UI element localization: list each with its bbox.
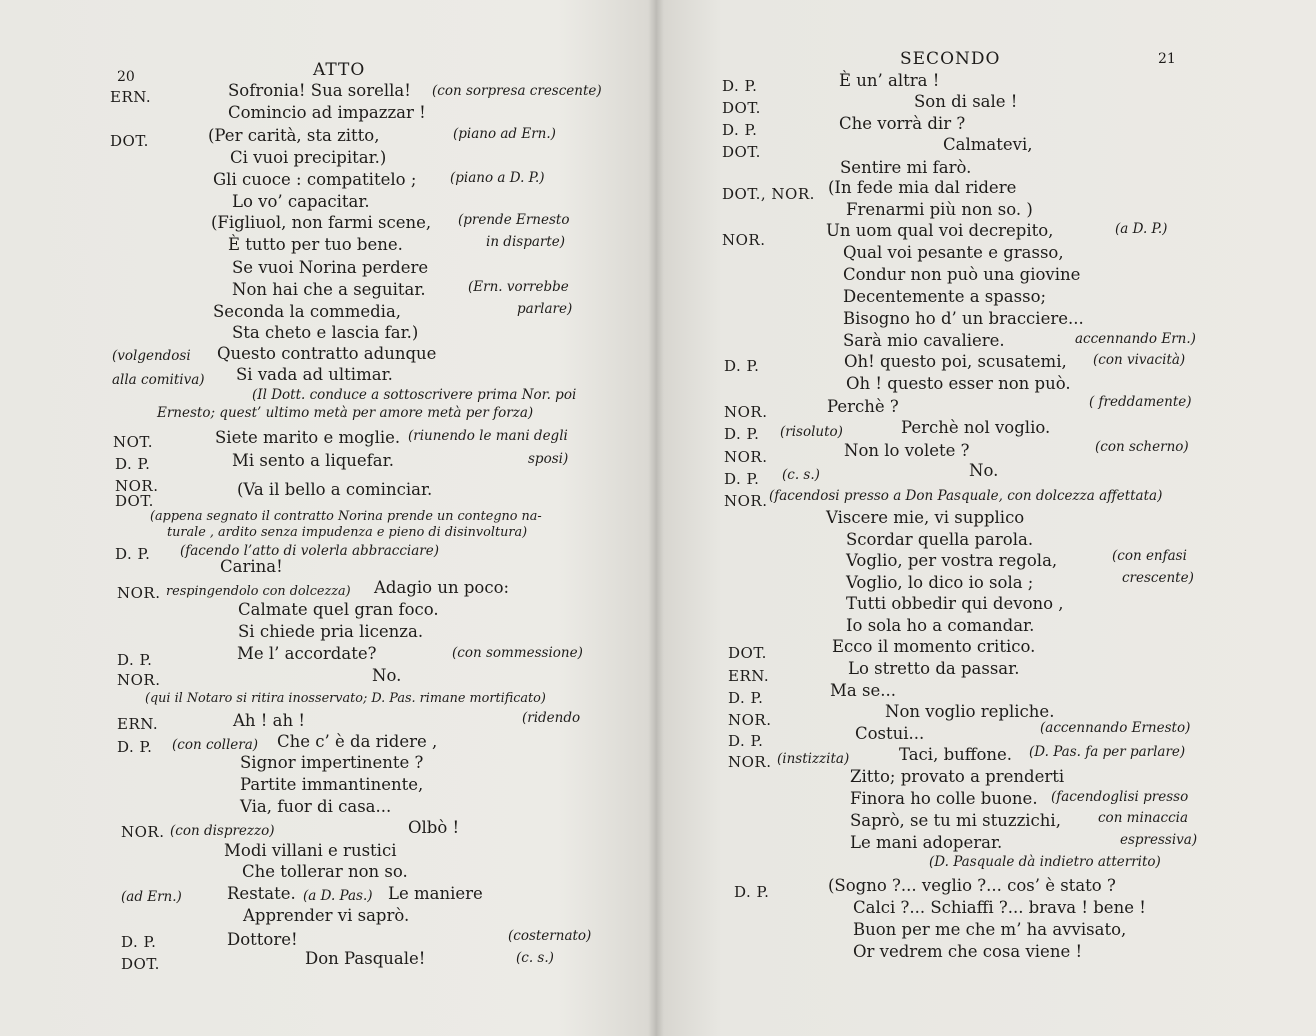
stage-direction: sposi) bbox=[528, 451, 569, 467]
book-gutter bbox=[648, 0, 664, 1036]
stage-direction: (appena segnato il contratto Norina prende un contegno na- bbox=[150, 509, 542, 524]
speaker: NOT. bbox=[113, 433, 153, 451]
verse-line: Gli cuoce : compatitelo ; bbox=[213, 170, 417, 189]
speaker: NOR. bbox=[728, 711, 772, 729]
verse-line: Che c’ è da ridere , bbox=[277, 732, 438, 751]
stage-direction: respingendolo con dolcezza) bbox=[166, 584, 351, 599]
stage-direction: (ad Ern.) bbox=[121, 889, 182, 905]
stage-direction: (con sorpresa crescente) bbox=[432, 83, 602, 99]
verse-line: Un uom qual voi decrepito, bbox=[826, 221, 1054, 240]
speaker: D. P. bbox=[724, 425, 760, 443]
verse-line: Oh! questo poi, scusatemi, bbox=[844, 352, 1067, 371]
verse-line: Restate. bbox=[227, 884, 296, 903]
speaker: NOR. bbox=[722, 231, 766, 249]
verse-line: Zitto; provato a prenderti bbox=[850, 767, 1065, 786]
verse-line: Ci vuoi precipitar.) bbox=[230, 148, 387, 167]
stage-direction: accennando Ern.) bbox=[1075, 331, 1196, 347]
speaker: D. P. bbox=[728, 689, 764, 707]
verse-line: Non lo volete ? bbox=[844, 441, 970, 460]
speaker: NOR. bbox=[724, 492, 768, 510]
verse-line: Non hai che a seguitar. bbox=[232, 280, 426, 299]
speaker: D. P. bbox=[728, 732, 764, 750]
verse-line: Perchè nol voglio. bbox=[901, 418, 1051, 437]
verse-line: Buon per me che m’ ha avvisato, bbox=[853, 920, 1127, 939]
stage-direction: (costernato) bbox=[508, 928, 592, 944]
verse-line: Siete marito e moglie. bbox=[215, 428, 401, 447]
stage-direction: (a D. P.) bbox=[1115, 221, 1168, 237]
stage-direction: (riunendo le mani degli bbox=[408, 428, 568, 444]
stage-direction: (Ern. vorrebbe bbox=[468, 279, 569, 295]
stage-direction: (c. s.) bbox=[516, 950, 554, 966]
speaker: NOR. bbox=[724, 448, 768, 466]
verse-line: Sarà mio cavaliere. bbox=[843, 331, 1005, 350]
verse-line: Non voglio repliche. bbox=[885, 702, 1055, 721]
verse-line: (In fede mia dal ridere bbox=[828, 178, 1017, 197]
verse-line: Calci ?... Schiaffi ?... brava ! bene ! bbox=[853, 898, 1146, 917]
speaker: D. P. bbox=[724, 357, 760, 375]
stage-direction: crescente) bbox=[1122, 570, 1194, 586]
stage-direction: (qui il Notaro si ritira inosservato; D. Pas. rimane mortificato) bbox=[145, 691, 546, 706]
right-page bbox=[656, 0, 1316, 1036]
verse-line: Che vorrà dir ? bbox=[839, 114, 966, 133]
speaker: NOR. bbox=[724, 403, 768, 421]
verse-line: Taci, buffone. bbox=[899, 745, 1013, 764]
verse-line: Me l’ accordate? bbox=[237, 644, 377, 663]
stage-direction: (c. s.) bbox=[782, 467, 820, 483]
stage-direction: (con scherno) bbox=[1095, 439, 1189, 455]
verse-line: Comincio ad impazzar ! bbox=[228, 103, 426, 122]
verse-line: Finora ho colle buone. bbox=[850, 789, 1038, 808]
verse-line: Decentemente a spasso; bbox=[843, 287, 1047, 306]
speaker: DOT. bbox=[722, 143, 761, 161]
speaker: D. P. bbox=[121, 933, 157, 951]
stage-direction: (facendosi presso a Don Pasquale, con dolcezza affettata) bbox=[769, 488, 1163, 504]
verse-line: È tutto per tuo bene. bbox=[228, 235, 403, 254]
verse-line: Adagio un poco: bbox=[374, 578, 510, 597]
verse-line: Mi sento a liquefar. bbox=[232, 451, 394, 470]
verse-line: Seconda la commedia, bbox=[213, 302, 402, 321]
speaker: D. P. bbox=[734, 883, 770, 901]
stage-direction: parlare) bbox=[517, 301, 573, 317]
left-page bbox=[0, 0, 656, 1036]
page-number: 20 bbox=[117, 69, 135, 85]
verse-line: Sentire mi farò. bbox=[840, 158, 972, 177]
running-head: ATTO bbox=[313, 60, 366, 80]
verse-line: (Sogno ?... veglio ?... cos’ è stato ? bbox=[828, 876, 1116, 895]
verse-line: Sofronia! Sua sorella! bbox=[228, 81, 411, 100]
speaker: NOR. bbox=[115, 477, 159, 495]
stage-direction: (con enfasi bbox=[1112, 548, 1187, 564]
page-number: 21 bbox=[1158, 51, 1176, 67]
verse-line: Le maniere bbox=[388, 884, 483, 903]
stage-direction: (con disprezzo) bbox=[170, 823, 275, 839]
speaker: ERN. bbox=[117, 715, 159, 733]
stage-direction: (con collera) bbox=[172, 737, 259, 753]
speaker: ERN. bbox=[728, 667, 770, 685]
verse-line: Scordar quella parola. bbox=[846, 530, 1034, 549]
verse-line: No. bbox=[969, 461, 999, 480]
speaker: D. P. bbox=[115, 455, 151, 473]
verse-line: Saprò, se tu mi stuzzichi, bbox=[850, 811, 1061, 830]
verse-line: (Va il bello a cominciar. bbox=[237, 480, 433, 499]
verse-line: Viscere mie, vi supplico bbox=[826, 508, 1025, 527]
verse-line: Costui... bbox=[855, 724, 925, 743]
verse-line: (Figliuol, non farmi scene, bbox=[211, 213, 432, 232]
speaker: D. P. bbox=[722, 77, 758, 95]
verse-line: Frenarmi più non so. ) bbox=[846, 200, 1033, 219]
speaker: NOR. bbox=[728, 753, 772, 771]
stage-direction: (risoluto) bbox=[780, 424, 843, 440]
stage-direction: (facendoglisi presso bbox=[1051, 789, 1189, 805]
verse-line: Perchè ? bbox=[827, 397, 899, 416]
stage-direction: turale , ardito senza impudenza e pieno di disinvoltura) bbox=[167, 525, 528, 540]
stage-direction: (con vivacità) bbox=[1093, 352, 1186, 368]
stage-direction: in disparte) bbox=[486, 234, 566, 250]
verse-line: Lo vo’ capacitar. bbox=[232, 192, 370, 211]
verse-line: Ma se... bbox=[830, 681, 896, 700]
verse-line: No. bbox=[372, 666, 402, 685]
stage-direction: (D. Pasquale dà indietro atterrito) bbox=[929, 854, 1161, 870]
speaker: DOT. bbox=[121, 955, 160, 973]
speaker: ERN. bbox=[110, 88, 152, 106]
speaker: D. P. bbox=[724, 470, 760, 488]
running-head: SECONDO bbox=[900, 49, 1001, 69]
verse-line: Bisogno ho d’ un bracciere... bbox=[843, 309, 1084, 328]
verse-line: Sta cheto e lascia far.) bbox=[232, 323, 419, 342]
stage-direction: (facendo l’atto di volerla abbracciare) bbox=[180, 543, 439, 559]
verse-line: Calmatevi, bbox=[943, 135, 1033, 154]
verse-line: Si chiede pria licenza. bbox=[238, 622, 424, 641]
stage-direction: (instizzita) bbox=[777, 751, 850, 767]
speaker: DOT. bbox=[115, 492, 154, 510]
stage-direction: (piano a D. P.) bbox=[450, 170, 545, 186]
stage-direction: Ernesto; quest’ ultimo metà per amore metà per forza) bbox=[157, 405, 534, 421]
stage-direction: (volgendosi bbox=[112, 348, 191, 364]
verse-line: Qual voi pesante e grasso, bbox=[843, 243, 1064, 262]
verse-line: Ecco il momento critico. bbox=[832, 637, 1036, 656]
speaker: NOR. bbox=[117, 671, 161, 689]
verse-line: Tutti obbedir qui devono , bbox=[846, 594, 1064, 613]
speaker: NOR. bbox=[117, 584, 161, 602]
speaker: D. P. bbox=[117, 651, 153, 669]
stage-direction: (D. Pas. fa per parlare) bbox=[1029, 744, 1186, 760]
stage-direction: (Il Dott. conduce a sottoscrivere prima Nor. poi bbox=[252, 387, 577, 403]
verse-line: Io sola ho a comandar. bbox=[846, 616, 1035, 635]
stage-direction: (piano ad Ern.) bbox=[453, 126, 556, 142]
stage-direction: (ridendo bbox=[522, 710, 581, 726]
verse-line: Questo contratto adunque bbox=[217, 344, 437, 363]
verse-line: Carina! bbox=[220, 557, 283, 576]
verse-line: Condur non può una giovine bbox=[843, 265, 1081, 284]
speaker: NOR. bbox=[121, 823, 165, 841]
verse-line: Si vada ad ultimar. bbox=[236, 365, 393, 384]
verse-line: Signor impertinente ? bbox=[240, 753, 424, 772]
stage-direction: con minaccia bbox=[1098, 810, 1189, 826]
verse-line: È un’ altra ! bbox=[839, 71, 940, 90]
verse-line: Ah ! ah ! bbox=[233, 711, 306, 730]
verse-line: Son di sale ! bbox=[914, 92, 1018, 111]
verse-line: Olbò ! bbox=[408, 818, 460, 837]
stage-direction: (accennando Ernesto) bbox=[1040, 720, 1191, 736]
verse-line: Modi villani e rustici bbox=[224, 841, 397, 860]
stage-direction: (con sommessione) bbox=[452, 645, 583, 661]
verse-line: Lo stretto da passar. bbox=[848, 659, 1020, 678]
verse-line: Partite immantinente, bbox=[240, 775, 424, 794]
verse-line: Via, fuor di casa... bbox=[240, 797, 392, 816]
verse-line: Apprender vi saprò. bbox=[243, 906, 410, 925]
verse-line: Oh ! questo esser non può. bbox=[846, 374, 1071, 393]
verse-line: Voglio, per vostra regola, bbox=[846, 551, 1058, 570]
stage-direction: alla comitiva) bbox=[112, 372, 205, 388]
verse-line: Voglio, lo dico io sola ; bbox=[846, 573, 1034, 592]
verse-line: Che tollerar non so. bbox=[242, 862, 408, 881]
speaker: DOT., NOR. bbox=[722, 185, 815, 203]
verse-line: Or vedrem che cosa viene ! bbox=[853, 942, 1083, 961]
verse-line: Calmate quel gran foco. bbox=[238, 600, 439, 619]
stage-direction: ( freddamente) bbox=[1089, 394, 1192, 410]
stage-direction: (prende Ernesto bbox=[458, 212, 570, 228]
verse-line: Se vuoi Norina perdere bbox=[232, 258, 429, 277]
stage-direction: espressiva) bbox=[1120, 832, 1198, 848]
speaker: D. P. bbox=[117, 738, 153, 756]
speaker: DOT. bbox=[110, 132, 149, 150]
verse-line: (Per carità, sta zitto, bbox=[208, 126, 380, 145]
speaker: D. P. bbox=[115, 545, 151, 563]
stage-direction: (a D. Pas.) bbox=[303, 888, 373, 904]
speaker: DOT. bbox=[728, 644, 767, 662]
speaker: DOT. bbox=[722, 99, 761, 117]
speaker: D. P. bbox=[722, 121, 758, 139]
verse-line: Le mani adoperar. bbox=[850, 833, 1003, 852]
verse-line: Dottore! bbox=[227, 930, 298, 949]
verse-line: Don Pasquale! bbox=[305, 949, 426, 968]
